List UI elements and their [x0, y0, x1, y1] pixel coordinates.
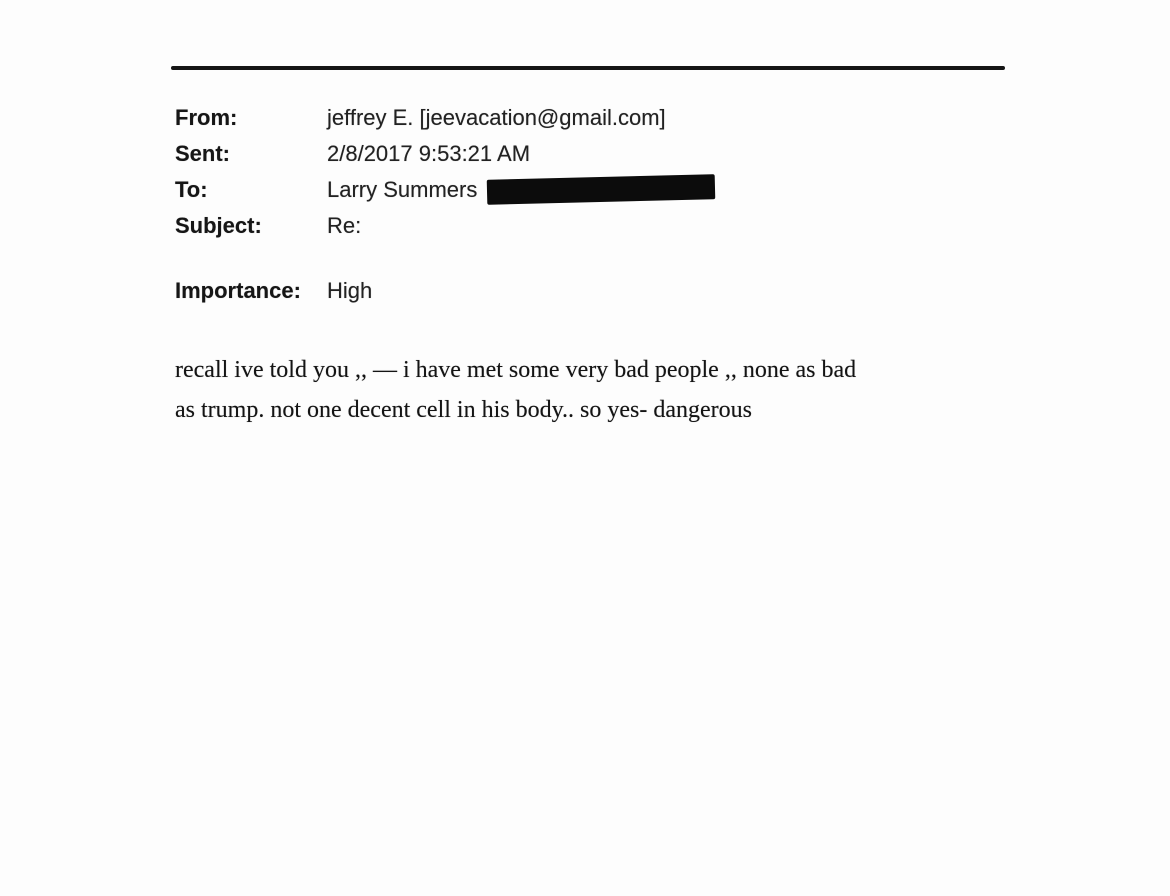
header-row-to	[175, 172, 715, 208]
from-label: From:	[175, 105, 238, 130]
email-body-line-1: recall ive told you ,, — i have met some very bad people ,, none as bad	[175, 357, 857, 383]
email-body	[175, 350, 856, 430]
to-recipient-name: Larry Summers	[327, 177, 478, 202]
header-row-from	[175, 100, 715, 136]
subject-label: Subject:	[175, 213, 262, 238]
sent-label: Sent:	[175, 141, 230, 166]
subject-value: Re:	[327, 213, 362, 238]
redaction-bar	[487, 174, 716, 205]
importance-label: Importance:	[175, 278, 301, 303]
header-row-sent	[175, 136, 715, 172]
header-row-subject	[175, 208, 715, 244]
email-header-block	[175, 100, 715, 244]
to-value	[327, 172, 715, 208]
from-value: jeffrey E. [jeevacation@gmail.com]	[327, 105, 666, 130]
sent-value: 2/8/2017 9:53:21 AM	[327, 141, 531, 166]
email-body-line-2: as trump. not one decent cell in his body.. so yes- dangerous	[175, 397, 752, 423]
importance-row	[175, 273, 372, 309]
header-divider-rule	[171, 66, 1005, 70]
importance-value: High	[327, 278, 373, 303]
to-label: To:	[175, 177, 208, 202]
